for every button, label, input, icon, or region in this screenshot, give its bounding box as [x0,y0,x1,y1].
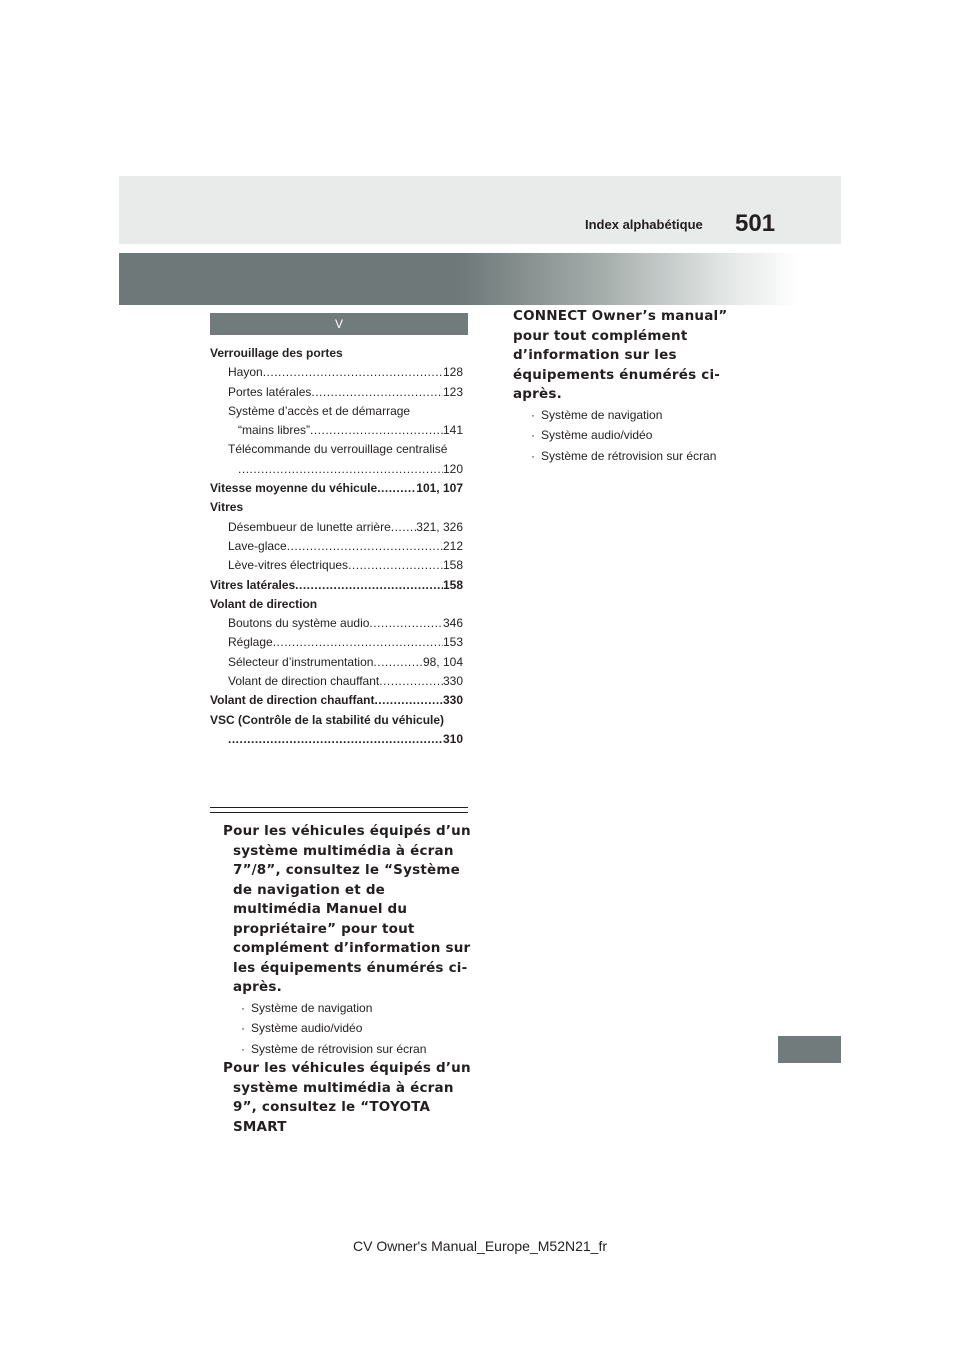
note-paragraph: Pour les véhicules équipés d’un système multimédia à écran 7”/8”, consultez le “Système de navigation et de multimédia Manuel du propriétaire” pour tout complément d’information sur les équipements énumérés ci-après. [223,823,471,995]
index-entry [210,344,463,363]
index-entry [210,730,463,749]
index-entry-text: Volant de direction chauffant [210,693,375,708]
note-bullet-item: · Système de navigation [531,407,663,422]
index-entry-text: Vitres [210,500,244,515]
header-gradient-band [119,253,799,305]
index-entry [210,672,463,691]
index-entry-text: Verrouillage des portes [210,346,343,360]
index-entry-text: Système d’accès et de démarrage [228,403,411,418]
index-entry-page: 346 [442,616,463,631]
index-entry-text: Lave-glace [228,538,287,553]
index-entry [210,479,463,498]
index-entry-text: Sélecteur d’instrumentation [228,654,374,669]
index-entry [210,402,463,421]
index-entry [210,421,463,440]
index-entry-text: Volant de direction chauffant [228,674,380,689]
index-entry-page: 123 [442,384,463,399]
index-entry-text: Lève-vitres électriques [228,558,349,573]
leader-dots [311,383,443,402]
index-entry-text: VSC (Contrôle de la stabilité du véhicule) [210,712,445,727]
index-entry-page: 128 [442,365,463,380]
page-footer: CV Owner's Manual_Europe_M52N21_fr [352,1238,608,1254]
note-bullet-item: · Système audio/vidéo [241,1021,363,1036]
index-entry-text: “mains libres” [238,423,311,438]
index-entry [210,614,463,633]
header-band [119,176,841,244]
index-entry [210,711,463,730]
leader-dots [273,633,443,652]
index-entry-page: 153 [442,635,463,650]
index-entry-page: 321, 326 [416,519,463,534]
index-entry-page: 158 [442,577,463,592]
index-entry [210,595,463,614]
leader-dots [369,614,443,633]
leader-dots [238,460,443,479]
index-entry-text: Désembueur de lunette arrière [228,519,391,534]
index-entry-page: 98, 104 [422,654,463,669]
index-entry [210,653,463,672]
note-bullet-item: · Système de navigation [241,1000,373,1015]
index-entry [210,518,463,537]
index-entry-page: 212 [442,538,463,553]
index-entry [210,691,463,710]
chapter-side-tab [778,1036,841,1063]
index-entry-text: Hayon [228,365,263,380]
index-entry [210,498,463,517]
index-entry-text: Réglage [228,635,273,650]
note-bullet-item: · Système audio/vidéo [531,428,653,443]
leader-dots [228,730,443,749]
index-entry-text: Boutons du système audio [228,616,370,631]
index-entry-text: Portes latérales [228,384,312,399]
leader-dots [391,518,417,537]
index-entry-text: Vitres latérales [210,577,296,592]
note-paragraph: Pour les véhicules équipés d’un système multimédia à écran 9”, consultez le “TOYOTA SMART [223,1060,471,1135]
index-entry [210,633,463,652]
leader-dots [310,421,443,440]
leader-dots [379,672,443,691]
index-entry-page: 158 [442,558,463,573]
index-entry-page: 330 [442,674,463,689]
note-paragraph: CONNECT Owner’s manual” pour tout complément d’information sur les équipements énumérés ci-après. [513,308,728,402]
index-entry [210,576,463,595]
leader-dots [377,479,416,498]
index-entry [210,383,463,402]
leader-dots [373,653,423,672]
leader-dots [287,537,443,556]
index-entry [210,440,463,459]
leader-dots [295,576,443,595]
section-divider [210,807,468,813]
index-entry [210,556,463,575]
leader-dots [348,556,443,575]
index-letter-heading: V [210,313,468,335]
index-entry-page: 330 [442,693,463,708]
index-entry-text: Télécommande du verrouillage centralisé [228,442,448,457]
index-entry-text: Volant de direction [210,596,318,611]
index-entry-page: 120 [442,461,463,476]
multimedia-note-right [513,307,763,466]
index-entry [210,460,463,479]
multimedia-note-left [223,822,473,1137]
index-entry-text: Vitesse moyenne du véhicule [210,481,378,496]
leader-dots [374,691,443,710]
index-entry-page: 310 [442,731,463,746]
index-entry [210,363,463,382]
note-bullet-item: · Système de rétrovision sur écran [531,448,717,463]
leader-dots [263,363,443,382]
note-bullet-item: · Système de rétrovision sur écran [241,1041,427,1056]
index-entry [210,537,463,556]
index-entry-page: 141 [442,423,463,438]
index-list [210,344,463,749]
page-number: 501 [735,210,776,237]
index-entry-page: 101, 107 [416,481,463,496]
section-title: Index alphabétique [585,217,703,232]
